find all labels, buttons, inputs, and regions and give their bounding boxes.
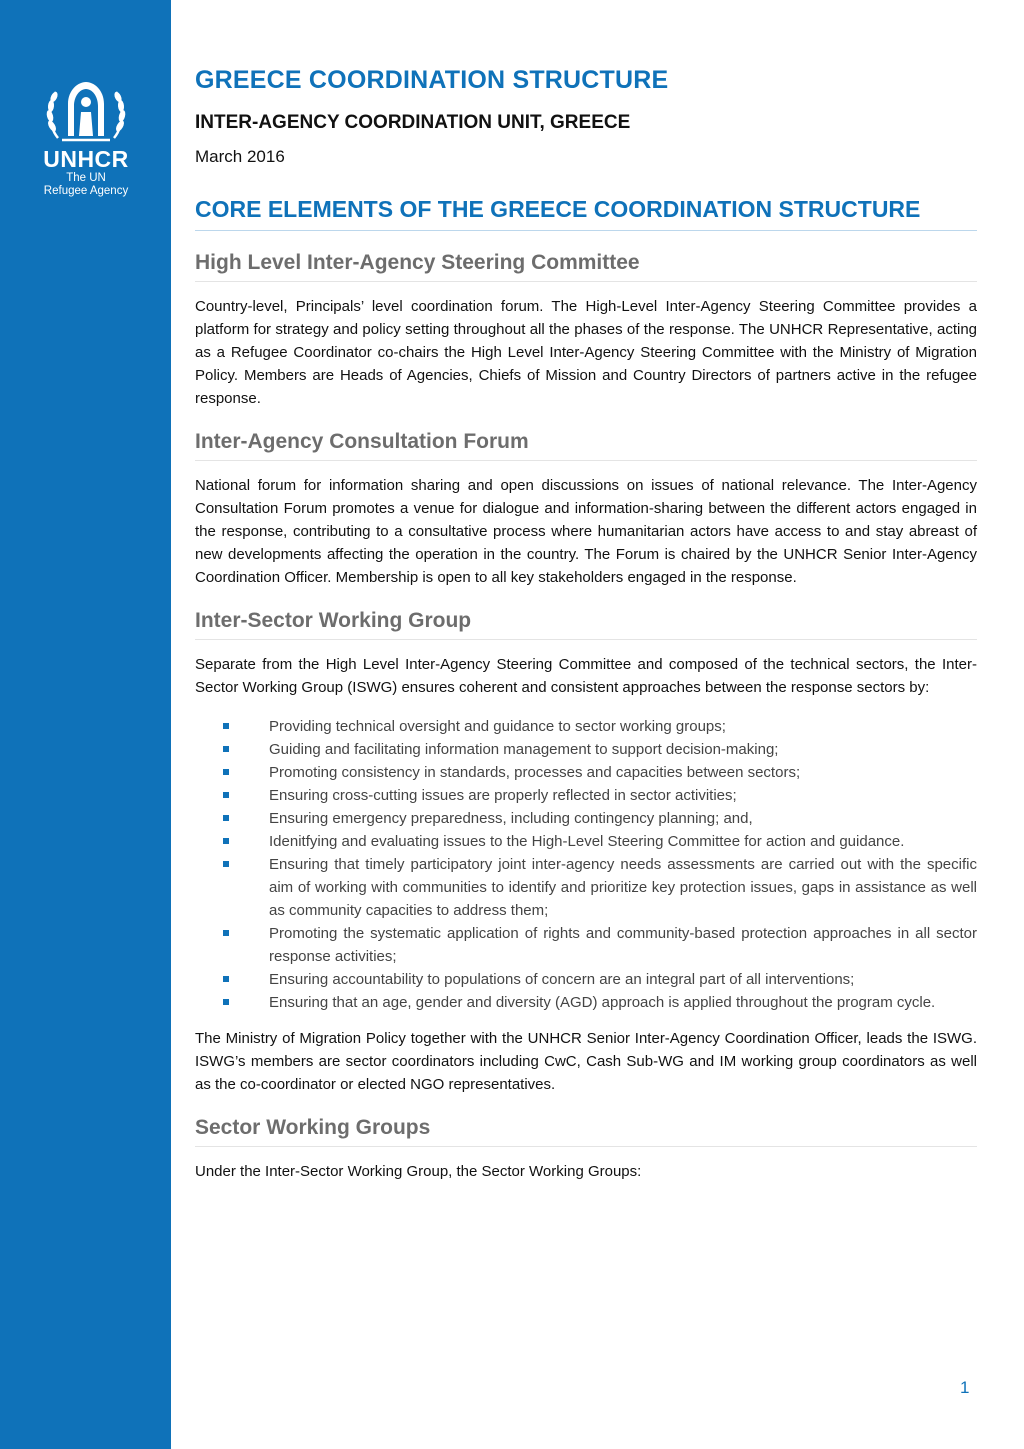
list-item-text: Ensuring that timely participatory joint inter-agency needs assessments are carried out with the specific aim of working with communities to identify and prioritize key protection issues, gaps in assistance as well as community capacities to address them;	[269, 856, 977, 919]
logo-tagline-line1: The UN	[66, 172, 106, 184]
list-item-text: Guiding and facilitating information management to support decision-making;	[269, 741, 779, 758]
list-item	[195, 922, 977, 968]
iswg-intro-paragraph: Separate from the High Level Inter-Agency Steering Committee and composed of the technical sectors, the Inter-Sector Working Group (ISWG) ensures coherent and consistent approaches between the response sectors by:	[195, 656, 977, 696]
document-title: GREECE COORDINATION STRUCTURE	[195, 66, 669, 94]
list-item	[195, 715, 977, 738]
square-bullet-icon	[223, 999, 229, 1005]
list-item-text: Providing technical oversight and guidance to sector working groups;	[269, 718, 726, 735]
page-number: 1	[960, 1378, 970, 1397]
document-date: March 2016	[195, 147, 285, 166]
iswg-closing-paragraph: The Ministry of Migration Policy together with the UNHCR Senior Inter-Agency Coordination Officer, leads the ISWG. ISWG’s members are sector coordinators including CwC, Cash Sub-WG and IM working group coordinators as well as the co-coordinator or elected NGO representatives.	[195, 1030, 977, 1093]
list-item	[195, 761, 977, 784]
list-item-text: Ensuring accountability to populations of concern are an integral part of all interventions;	[269, 971, 855, 988]
square-bullet-icon	[223, 815, 229, 821]
logo-wordmark: UNHCR	[43, 146, 129, 172]
main-content	[195, 60, 977, 1183]
unhcr-emblem-icon	[30, 78, 142, 144]
document-subtitle: INTER-AGENCY COORDINATION UNIT, GREECE	[195, 112, 631, 133]
list-item	[195, 830, 977, 853]
core-elements-heading: CORE ELEMENTS OF THE GREECE COORDINATION STRUCTURE	[195, 194, 977, 231]
list-item-text: Ensuring cross-cutting issues are properly reflected in sector activities;	[269, 787, 737, 804]
list-item-text: Ensuring emergency preparedness, including contingency planning; and,	[269, 810, 753, 827]
consultation-forum-heading: Inter-Agency Consultation Forum	[195, 428, 977, 461]
square-bullet-icon	[223, 769, 229, 775]
square-bullet-icon	[223, 976, 229, 982]
square-bullet-icon	[223, 861, 229, 867]
iswg-bullet-list	[195, 715, 977, 1014]
sector-working-groups-paragraph: Under the Inter-Sector Working Group, the Sector Working Groups:	[195, 1163, 642, 1180]
list-item	[195, 991, 977, 1014]
list-item-text: Ensuring that an age, gender and diversity (AGD) approach is applied throughout the program cycle.	[269, 994, 936, 1011]
list-item-text: Promoting the systematic application of rights and community-based protection approaches in all sector response activities;	[269, 925, 977, 965]
list-item-text: Idenitfying and evaluating issues to the High-Level Steering Committee for action and guidance.	[269, 833, 905, 850]
list-item	[195, 738, 977, 761]
steering-committee-heading: High Level Inter-Agency Steering Committee	[195, 249, 977, 282]
sidebar-band	[0, 0, 171, 1449]
iswg-heading: Inter-Sector Working Group	[195, 607, 977, 640]
consultation-forum-paragraph: National forum for information sharing and open discussions on issues of national relevance. The Inter-Agency Consultation Forum promotes a venue for dialogue and information-sharing between the different actors engaged in the response, contributing to a consultative process where humanitarian actors have access to and stay abreast of new developments affecting the operation in the country. The Forum is chaired by the UNHCR Senior Inter-Agency Coordination Officer. Membership is open to all key stakeholders engaged in the response.	[195, 477, 977, 586]
list-item	[195, 807, 977, 830]
square-bullet-icon	[223, 723, 229, 729]
list-item-text: Promoting consistency in standards, processes and capacities between sectors;	[269, 764, 801, 781]
square-bullet-icon	[223, 930, 229, 936]
list-item	[195, 968, 977, 991]
logo-tagline-line2: Refugee Agency	[43, 185, 129, 197]
square-bullet-icon	[223, 746, 229, 752]
sector-working-groups-heading: Sector Working Groups	[195, 1114, 977, 1147]
steering-committee-paragraph: Country-level, Principals’ level coordination forum. The High-Level Inter-Agency Steering Committee provides a platform for strategy and policy setting throughout all the phases of the response. The UNHCR Representative, acting as a Refugee Coordinator co-chairs the High Level Inter-Agency Steering Committee with the Ministry of Migration Policy. Members are Heads of Agencies, Chiefs of Mission and Country Directors of partners active in the refugee response.	[195, 298, 977, 407]
list-item	[195, 784, 977, 807]
list-item	[195, 853, 977, 922]
square-bullet-icon	[223, 792, 229, 798]
square-bullet-icon	[223, 838, 229, 844]
unhcr-logo	[30, 78, 142, 198]
